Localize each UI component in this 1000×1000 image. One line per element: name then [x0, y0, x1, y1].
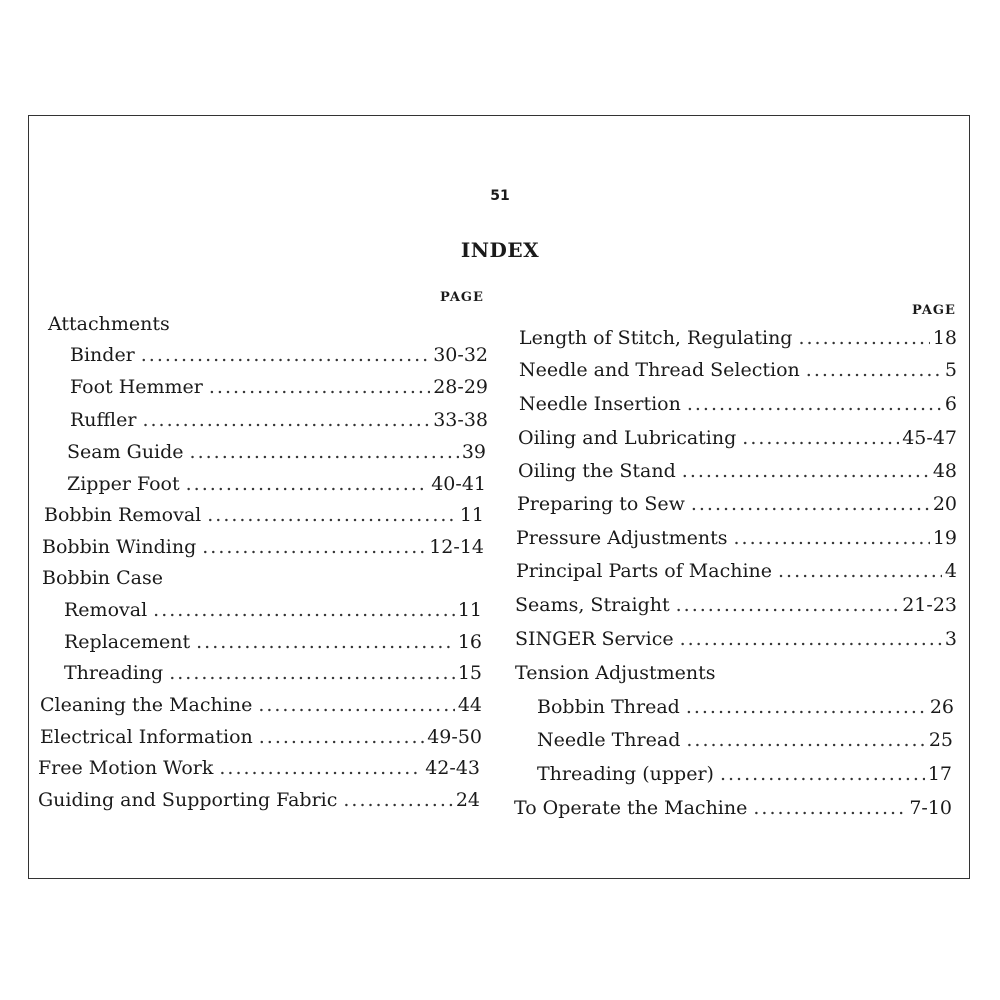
index-entry-electrical — [40, 725, 482, 749]
dot-leader — [682, 459, 930, 483]
entry-page: 11 — [459, 504, 484, 526]
entry-label: Needle and Thread Selection — [519, 359, 800, 381]
entry-label: Pressure Adjustments — [516, 527, 728, 549]
index-entry-seams-straight — [515, 593, 957, 617]
dot-leader — [142, 408, 430, 432]
index-heading-attachments: Attachments — [48, 313, 170, 335]
index-entry-needle-thread — [537, 728, 953, 752]
entry-page: 33-38 — [433, 409, 488, 431]
index-entry-zipper-foot — [67, 472, 486, 496]
index-entry-seam-guide — [67, 440, 486, 464]
index-entry-needle-thread-selection — [519, 358, 957, 382]
index-entry-replacement — [64, 630, 482, 654]
entry-page: 5 — [944, 359, 957, 381]
index-entry-principal-parts — [516, 559, 957, 583]
entry-page: 19 — [932, 527, 957, 549]
index-entry-cleaning — [40, 693, 482, 717]
index-entry-oiling-stand — [518, 459, 957, 483]
dot-leader — [259, 725, 424, 749]
dot-leader — [687, 392, 942, 416]
entry-label: Replacement — [64, 631, 191, 653]
index-entry-ruffler — [70, 408, 488, 432]
entry-label: Seam Guide — [67, 441, 184, 463]
index-entry-oiling-lubricating — [518, 426, 957, 450]
index-title: INDEX — [460, 238, 540, 262]
entry-page: 4 — [944, 560, 957, 582]
entry-label: Foot Hemmer — [70, 376, 203, 398]
dot-leader — [196, 630, 455, 654]
dot-leader — [680, 627, 942, 651]
page-number: 51 — [490, 188, 510, 204]
entry-label: To Operate the Machine — [514, 797, 748, 819]
entry-page: 25 — [928, 729, 953, 751]
dot-leader — [742, 426, 899, 450]
entry-page: 42-43 — [425, 757, 480, 779]
dot-leader — [686, 695, 927, 719]
index-entry-preparing — [517, 492, 957, 516]
dot-leader — [190, 440, 459, 464]
entry-page: 44 — [457, 694, 482, 716]
entry-label: SINGER Service — [515, 628, 674, 650]
entry-label: Oiling and Lubricating — [518, 427, 737, 449]
index-entry-guiding — [38, 788, 480, 812]
dot-leader — [798, 326, 929, 350]
dot-leader — [202, 535, 426, 559]
entry-page: 11 — [457, 599, 482, 621]
entry-label: Bobbin Winding — [42, 536, 197, 558]
entry-page: 7-10 — [909, 797, 952, 819]
entry-page: 16 — [457, 631, 482, 653]
entry-page: 21-23 — [902, 594, 957, 616]
entry-label: Oiling the Stand — [518, 460, 676, 482]
dot-leader — [343, 788, 452, 812]
index-entry-needle-insertion — [519, 392, 957, 416]
dot-leader — [169, 661, 455, 685]
entry-label: Removal — [64, 599, 148, 621]
index-entry-binder — [70, 343, 488, 367]
dot-leader — [806, 358, 942, 382]
entry-label: Ruffler — [70, 409, 137, 431]
entry-label: Principal Parts of Machine — [516, 560, 772, 582]
entry-page: 49-50 — [427, 726, 482, 748]
dot-leader — [153, 598, 455, 622]
entry-label: Length of Stitch, Regulating — [519, 327, 793, 349]
entry-page: 26 — [929, 696, 954, 718]
entry-page: 40-41 — [431, 473, 486, 495]
entry-label: Bobbin Thread — [537, 696, 680, 718]
dot-leader — [141, 343, 430, 367]
entry-page: 6 — [944, 393, 957, 415]
entry-page: 3 — [944, 628, 957, 650]
dot-leader — [258, 693, 455, 717]
index-entry-bobbin-removal — [44, 503, 484, 527]
dot-leader — [753, 796, 906, 820]
index-entry-removal — [64, 598, 482, 622]
index-entry-threading-upper — [537, 762, 952, 786]
index-entry-singer-service — [515, 627, 957, 651]
entry-page: 18 — [932, 327, 957, 349]
entry-page: 30-32 — [433, 344, 488, 366]
entry-label: Seams, Straight — [515, 594, 670, 616]
index-entry-free-motion — [38, 756, 480, 780]
entry-label: Needle Insertion — [519, 393, 681, 415]
entry-page: 45-47 — [902, 427, 957, 449]
index-entry-to-operate — [514, 796, 952, 820]
dot-leader — [209, 375, 430, 399]
dot-leader — [686, 728, 925, 752]
entry-page: 20 — [932, 493, 957, 515]
entry-page: 15 — [457, 662, 482, 684]
entry-page: 28-29 — [433, 376, 488, 398]
entry-label: Guiding and Supporting Fabric — [38, 789, 338, 811]
dot-leader — [207, 503, 457, 527]
entry-page: 12-14 — [429, 536, 484, 558]
entry-page: 17 — [927, 763, 952, 785]
entry-page: 24 — [455, 789, 480, 811]
index-entry-pressure — [516, 526, 957, 550]
dot-leader — [186, 472, 429, 496]
entry-label: Preparing to Sew — [517, 493, 685, 515]
dot-leader — [691, 492, 930, 516]
entry-label: Electrical Information — [40, 726, 253, 748]
index-entry-bobbin-thread — [537, 695, 954, 719]
index-entry-foot-hemmer — [70, 375, 488, 399]
entry-label: Needle Thread — [537, 729, 681, 751]
index-entry-bobbin-winding — [42, 535, 484, 559]
dot-leader — [219, 756, 422, 780]
index-entry-threading — [64, 661, 482, 685]
entry-label: Zipper Foot — [67, 473, 180, 495]
entry-label: Cleaning the Machine — [40, 694, 253, 716]
page-column-label-left: PAGE — [440, 290, 484, 305]
entry-page: 48 — [932, 460, 957, 482]
index-heading-bobbin-case: Bobbin Case — [42, 567, 163, 589]
entry-label: Threading — [64, 662, 164, 684]
dot-leader — [734, 526, 930, 550]
entry-page: 39 — [461, 441, 486, 463]
entry-label: Threading (upper) — [537, 763, 714, 785]
dot-leader — [778, 559, 942, 583]
page-column-label-right: PAGE — [912, 303, 956, 318]
dot-leader — [676, 593, 900, 617]
entry-label: Bobbin Removal — [44, 504, 202, 526]
index-entry-length-of-stitch — [519, 326, 957, 350]
dot-leader — [720, 762, 925, 786]
entry-label: Free Motion Work — [38, 757, 214, 779]
index-heading-tension: Tension Adjustments — [515, 662, 716, 684]
entry-label: Binder — [70, 344, 135, 366]
